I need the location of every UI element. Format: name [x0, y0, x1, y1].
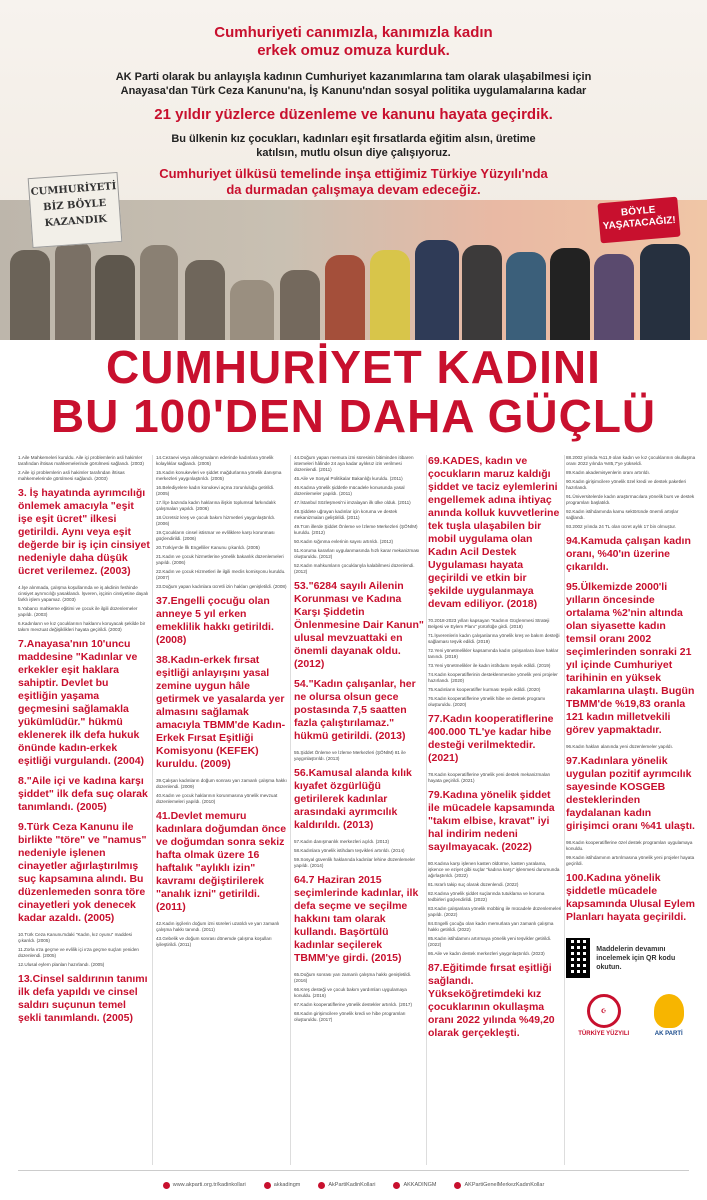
item-text: 96.Kadın hakları alanında yeni düzenlemeler yapıldı.: [566, 744, 674, 749]
highlight-item: 56.Kamusal alanda kılık kıyafet özgürlüğü getirilerek kadınlar arasındaki ayrımcılık kaldırıldı. (2013): [294, 767, 412, 831]
person-figure: [594, 254, 634, 340]
person-figure: [95, 255, 135, 340]
item-text: 15.Kadın konukevleri ve şiddet mağdurlarına yönelik danışma merkezleri yaygınlaştırıldı. (2005): [156, 470, 282, 481]
item-text: 20.Türkiye'de İlk Engelliler Kanunu çıkarıldı. (2005): [156, 545, 260, 550]
highlight-item: 64.7 Haziran 2015 seçimlerinde kadınlar, ilk defa seçme ve seçilme hakkını tam olarak kullandı. Başörtülü kadınlar seçilerek TBMM'ye girdi. (2015): [294, 874, 419, 964]
column-divider: [290, 455, 291, 1165]
item-text: 40.Kadın ve çocuk haklarının korunmasına yönelik mevzuat düzenlemeleri yapıldı. (2010): [156, 793, 278, 804]
footer-web[interactable]: [163, 1182, 246, 1189]
person-figure: [230, 280, 274, 340]
logo-1-text: TÜRKİYE YÜZYILI: [578, 1031, 630, 1037]
person-figure: [506, 252, 546, 340]
footer-instagram[interactable]: [264, 1182, 301, 1189]
column-1: [18, 455, 150, 1032]
logos-row: [566, 994, 696, 1037]
footer-web-text: www.akparti.org.tr/kadinkollari: [172, 1182, 246, 1189]
highlight-item: 69.KADES, kadın ve çocukların maruz kaldığı şiddet ve taciz eylemlerini engellemek adına ihtiyaç anında kolluk kuvvetlerine tek tuşla ulaşabilen bir mobil uygulama olan Kadın Acil Destek Uygulaması hayata geçirildi ve etkin bir şekilde uygulanmaya devam ediliyor. (2018): [428, 455, 560, 610]
item-text: 50.Kadın sığınma evlerinin sayısı artırıldı. (2012): [294, 539, 394, 544]
item-text: 5.Yabancı mahkeme eğitimi ve çocuk ile ilgili düzenlemeler yapıldı. (2003): [18, 606, 138, 617]
footer-divider: [18, 1170, 689, 1171]
highlight-item: 100.Kadına yönelik şiddetle mücadele kapsamında Ulusal Eylem Planları hayata geçirildi.: [566, 872, 695, 923]
column-divider: [564, 455, 565, 1165]
main-title-line-2: BU 100'DEN DAHA GÜÇLÜ: [50, 390, 657, 442]
header-line-1: Cumhuriyeti canımızla, kanımızla kadın erkek omuz omuza kurduk.: [214, 24, 493, 59]
item-text: 66.Kreş desteği ve çocuk bakım yardımları uygulamaya konuldu. (2016): [294, 987, 407, 998]
item-text: 92.Kadın istihdamında kamu sektöründe önemli artışlar sağlandı.: [566, 509, 679, 520]
x-icon: [393, 1182, 400, 1189]
footer: [0, 1178, 707, 1192]
qr-section: [566, 938, 696, 978]
highlight-item: 9.Türk Ceza Kanunu ile birlikte "töre" ve "namus" nedeniyle işlenen cinayetler ağırlaştırılmış suç kapsamına alındı. Bu düzenlemeden sonra töre cinayetleri yok denecek kadar azaldı. (2005): [18, 821, 147, 924]
footer-facebook-text: AkPartiKadinKollari: [328, 1182, 376, 1189]
footer-youtube[interactable]: [454, 1182, 544, 1189]
item-text: 85.Kadın istihdamını artırmaya yönelik yeni teşvikler getirildi. (2022): [428, 936, 552, 947]
person-figure: [325, 255, 365, 340]
highlight-item: 77.Kadın kooperatiflerine 400.000 TL'ye kadar hibe desteği verilmektedir. (2021): [428, 713, 554, 764]
item-text: 57.Kadın danışmanlık merkezleri açıldı. (2013): [294, 839, 389, 844]
header-line-5: Cumhuriyet ülküsü temelinde inşa ettiğimiz Türkiye Yüzyılı'nda da durmadan çalışmaya devam edeceğiz.: [159, 166, 548, 197]
highlight-item: 97.Kadınlara yönelik uygulan pozitif ayrımcılık sayesinde KOSGEB desteklerinden faydalanan kadın girişimci oranı %41 ulaştı.: [566, 755, 695, 832]
person-figure: [140, 245, 178, 340]
person-figure: [185, 260, 225, 340]
facebook-icon: [318, 1182, 325, 1189]
item-text: 93.2002 yılında 24 TL olan ücret aylık 17 bin olmuştur.: [566, 524, 677, 529]
person-figure: [550, 248, 590, 340]
item-text: 98.Kadın kooperatiflerine özel destek programları uygulamaya konuldu.: [566, 840, 693, 851]
item-text: 46.Kadına yönelik şiddetle mücadele konusunda yasal düzenlemeler yapıldı. (2011): [294, 485, 405, 496]
person-figure: [280, 270, 320, 340]
item-text: 19.Çocukların cinsel istismar ve evliliklere karşı korunması güçlendirildi. (2006): [156, 530, 275, 541]
highlight-item: 79.Kadına yönelik şiddet ile mücadele kapsamında "takım elbise, kravat" iyi hal indirim nedeni sayılmayacak. (2022): [428, 789, 555, 853]
crescent-star-icon: ☪: [587, 994, 621, 1028]
qr-caption: Maddelerin devamını incelemek için QR kodu okutun.: [596, 945, 676, 971]
item-text: 10.Türk Ceza Kanunu'ndaki "Kadın, kız oyunu" maddesi çıkarıldı. (2005): [18, 932, 132, 943]
item-text: 49.Tüm illerde Şiddet Önleme ve İzleme Merkezleri (ŞÖNİM) kuruldu. (2012): [294, 524, 418, 535]
item-text: 42.Kadın işçilerin doğum izni süreleri uzatıldı ve yarı zamanlı çalışma hakkı tanındı. (2011): [156, 921, 280, 932]
highlight-item: 95.Ülkemizde 2000'li yılların öncesinde ortalama %2'nin altında olan siyasette kadın temsil oranı 2002 seçimlerinden sonraki 21 yıl içinde Cumhuriyet tarihinin en yüksek rakamlarına ulaştı. Bugün TBMM'de %19,83 oranla 121 kadın milletvekili görev yapmaktadır.: [566, 581, 695, 736]
item-text: 83.Kadın çalışanlara yönelik mobbing ile mücadele düzenlemeleri yapıldı. (2022): [428, 906, 562, 917]
youtube-icon: [454, 1182, 461, 1189]
person-figure: [462, 245, 502, 340]
column-divider: [426, 455, 427, 1165]
item-text: 89.Kadın akademisyenlerin oranı artırıldı.: [566, 470, 651, 475]
item-text: 74.Kadın kooperatiflerinin desteklenmesine yönelik yeni projeler hazırlandı. (2020): [428, 672, 558, 683]
item-text: 80.Kadına karşı işlenen kasten öldürme, kasten yaralama, işkence ve eziyet gibi suçlar "kadına karşı" işlenmesi durumunda ağırlaştırıldı. (2022): [428, 861, 560, 878]
highlight-item: 54."Kadın çalışanlar, her ne olursa olsun gece postasında 7,5 saatten fazla çalıştırılamaz." hükmü getirildi. (2013): [294, 678, 416, 742]
item-text: 4.İşe alınmada, çalışma koşullarında ve iş akdinin feshinde cinsiyet ayrımcılığı yasaklandı. İşveren, işçinin cinsiyetine dayalı farklı işlem yapamaz. (2003): [18, 585, 149, 602]
item-text: 76.Kadın kooperatiflerine yönelik hibe ve destek programı oluşturuldu. (2020): [428, 696, 546, 707]
item-text: 82.Kadına yönelik şiddet suçlarında tutuklama ve koruma tedbirleri güçlendirildi. (2022): [428, 891, 545, 902]
highlight-item: 41.Devlet memuru kadınlara doğumdan önce ve doğumdan sonra sekiz hafta olmak üzere 16 haftalık "aylıklı izin" kavramı değiştirilerek "analık izni" getirildi. (2011): [156, 810, 287, 913]
item-text: 99.Kadın istihdamının artırılmasına yönelik yeni projeler hayata geçirildi.: [566, 855, 695, 866]
globe-icon: [163, 1182, 170, 1189]
item-text: 68.Kadın girişimcilere yönelik kredi ve hibe programları oluşturuldu. (2017): [294, 1011, 406, 1022]
highlight-item: 87.Eğitimde fırsat eşitliği sağlandı. Yükseköğretimdeki kız çocuklarının okullaşma oranı 2022 yılında %49,20 olarak gerçekleşti.: [428, 962, 555, 1039]
highlight-item: 94.Kamuda çalışan kadın oranı, %40'ın üzerine çıkarıldı.: [566, 535, 691, 573]
person-figure: [640, 244, 690, 340]
qr-code[interactable]: [566, 938, 590, 978]
highlight-item: 37.Engelli çocuğu olan anneye 5 yıl erken emeklilik hakkı getirildi. (2008): [156, 595, 274, 646]
highlight-item: 3. İş hayatında ayrımcılığı önlemek amacıyla "eşit işe eşit ücret" ilkesi getirildi. Aynı veya eşit değerde bir iş için cinsiyet nedeniyle daha düşük ücret verilemez. (2003): [18, 487, 150, 577]
column-divider: [152, 455, 153, 1165]
footer-x-text: AKKADINGM: [403, 1182, 437, 1189]
item-text: 71.İşverenlerin kadın çalışanlarına yönelik kreş ve bakım desteği sağlaması teşvik edildi. (2019): [428, 633, 560, 644]
item-text: 12.Ulusal eylem planları hazırlandı. (2005): [18, 962, 105, 967]
header-line-4: Bu ülkenin kız çocukları, kadınları eşit fırsatlarda eğitim alsın, üretime katılsın, mutlu olsun diye çalışıyoruz.: [171, 133, 536, 159]
item-text: 67.Kadın kooperatiflerine yönelik destekler artırıldı. (2017): [294, 1002, 412, 1007]
item-text: 70.2018-2023 yılları kapsayan "Kadının Güçlenmesi Strateji Belgesi ve Eylem Planı" yürürlüğe girdi. (2018): [428, 618, 550, 629]
highlight-item: 13.Cinsel saldırının tanımı ilk defa yapıldı ve cinsel saldırı suçunun temel şekli tanımlandı. (2005): [18, 973, 148, 1024]
item-text: 88.2002 yılında %11,9 olan kadın ve kız çocuklarının okullaşma oranı 2022 yılında %85,7'ye yükseldi.: [566, 455, 696, 466]
footer-instagram-text: akkadingm: [273, 1182, 301, 1189]
item-text: 43.Gebelik ve doğum sonrası dönemde çalışma koşulları iyileştirildi. (2011): [156, 936, 272, 947]
item-text: 78.Kadın kooperatiflerine yönelik yeni destek mekanizmaları hayata geçirildi. (2021): [428, 772, 551, 783]
logo-2-text: AK PARTİ: [654, 1031, 683, 1037]
person-figure: [55, 240, 91, 340]
item-text: 65.Doğum sonrası yarı zamanlı çalışma hakkı genişletildi. (2016): [294, 972, 412, 983]
slogan-badge-text: BÖYLE YAŞATACAĞIZ!: [602, 204, 677, 233]
item-text: 55.Şiddet Önleme ve İzleme Merkezleri (ŞÖNİM) 81 ile yaygınlaştırıldı. (2013): [294, 750, 406, 761]
main-title-line-1: CUMHURİYET KADINI: [106, 341, 601, 393]
item-text: 21.Kadın ve çocuk hizmetlerine yönelik bakanlık düzenlemeleri yapıldı. (2006): [156, 554, 284, 565]
highlight-item: 8."Aile içi ve kadına karşı şiddet" ilk defa suç olarak tanımlandı. (2005): [18, 775, 148, 813]
person-figure: [370, 250, 410, 340]
item-text: 39.Çalışan kadınların doğum sonrası yarı zamanlı çalışma hakkı düzenlendi. (2009): [156, 778, 287, 789]
footer-facebook[interactable]: [318, 1182, 375, 1189]
item-text: 18.Ücretsiz kreş ve çocuk bakım hizmetleri yaygınlaştırıldı. (2006): [156, 515, 276, 526]
turkiye-yuzyili-logo: [578, 994, 629, 1037]
person-figure: [415, 240, 459, 340]
header-line-3: 21 yıldır yüzlerce düzenleme ve kanunu hayata geçirdik.: [154, 106, 553, 123]
item-text: 45.Aile ve Sosyal Politikalar Bakanlığı kuruldu. (2011): [294, 476, 403, 481]
item-text: 90.Kadın girişimcilere yönelik özel kredi ve destek paketleri hazırlandı.: [566, 479, 687, 490]
highlight-item: 38.Kadın-erkek fırsat eşitliği anlayışını yasal zemine uygun hâle getirmek ve yasalarda yer almasını sağlamak amacıyla TBMM'de Kadın-Erkek Fırsat Eşitliği Komisyonu (KEFEK) kuruldu. (2009): [156, 654, 286, 770]
item-text: 14.Cezaevi veya alıkoymaların ederinde kadınlara yönelik kolaylıklar sağlandı. (2005): [156, 455, 274, 466]
person-figure: [10, 250, 50, 340]
item-text: 16.Belediyelere kadın konukevi açma zorunluluğu getirildi. (2005): [156, 485, 275, 496]
item-text: 72.Yeni yönetmelikler kapsamında kadın çalışanlara ilave haklar tanındı. (2019): [428, 648, 559, 659]
header-line-2: AK Parti olarak bu anlayışla kadının Cumhuriyet kazanımlarına tam olarak ulaşabilmesi için Anayasa'dan Türk Ceza Kanunu'na, İş Kanunu'ndan sosyal politika uygulamalarına kadar: [115, 71, 592, 97]
item-text: 73.Yeni yönetmelikler ile kadın istihdamı teşvik edildi. (2019): [428, 663, 551, 668]
item-text: 11.Zorla ırza geçme ve evlilik içi ırza geçme suçları yeniden düzenlendi. (2005): [18, 947, 139, 958]
column-3: [294, 455, 424, 1026]
highlight-item: 7.Anayasa'nın 10'uncu maddesine "Kadınlar ve erkekler eşit haklara sahiptir. Devlet bu eşitliğin yaşama geçmesini sağlamakla yükümlüdür." hükmü eklenerek ilk defa hukuk önünde kadın-erkek eşitliği vurgulandı. (2004): [18, 638, 145, 767]
lightbulb-icon: [654, 994, 684, 1028]
ak-parti-logo: [654, 994, 684, 1037]
item-text: 59.Sosyal güvenlik haklarında kadınlar lehine düzenlemeler yapıldı. (2014): [294, 857, 416, 868]
header-section: [0, 0, 707, 340]
column-5: [566, 455, 696, 1037]
item-text: 86.Aile ve kadın destek merkezleri yaygınlaştırıldı. (2023): [428, 951, 545, 956]
protest-sign-text: CUMHURİYETİ BİZ BÖYLE KAZANDIK: [30, 181, 117, 230]
item-text: 22.Kadın ve çocuk Hizmetleri ile ilgili meclis komisyonu kuruldu. (2007): [156, 569, 286, 580]
item-text: 51.Koruma kararları uygulanmasında hızlı karar mekanizması oluşturuldu. (2012): [294, 548, 420, 559]
instagram-icon: [264, 1182, 271, 1189]
slogan-badge: [597, 197, 680, 244]
column-2: [156, 455, 288, 951]
item-text: 58.Kadınlara yönelik istihdam teşvikleri artırıldı. (2014): [294, 848, 405, 853]
item-text: 23.Doğum yapan kadınlara ücretli izin hakları genişletildi. (2008): [156, 584, 287, 589]
footer-youtube-text: AKPartiGenelMerkezKadınKollar: [464, 1182, 545, 1189]
item-text: 44.Doğum yapan memura izni süresinin bitiminden itibaren istemeleri hâlinde 24 aya kadar aylıksız izin verilmesi düzenlendi. (2011): [294, 455, 414, 472]
item-text: 48.Şiddete uğrayan kadınlar için koruma ve destek mekanizmaları geliştirildi. (2011): [294, 509, 398, 520]
column-4: [428, 455, 562, 1047]
item-text: 81.Israrlı takip suç olarak düzenlendi. (2022): [428, 882, 519, 887]
item-text: 75.Kadınların kooperatifler kurması teşvik edildi. (2020): [428, 687, 541, 692]
item-text: 84.Engelli çocuğu olan kadın memurlara yarı zamanlı çalışma hakkı getirildi. (2022): [428, 921, 554, 932]
item-text: 2.Aile içi problemlerin asli hakimler tarafından ihtisas mahkemelerinde görülmesi sağlandı. (2003): [18, 470, 125, 481]
item-text: 47.İstanbul Sözleşmesi'ni imzalayan ilk ülke olduk. (2011): [294, 500, 411, 505]
item-text: 17.İlçe bazında kadın haklarına ilişkin toplumsal farkındalık çalışmaları yapıldı. (2006): [156, 500, 276, 511]
item-text: 1.Aile Mahkemeleri kuruldu. Aile içi problemlerin asli hakimler tarafından ihtisas mahkemelerinde görülmesi sağlandı. (2003): [18, 455, 144, 466]
item-text: 91.Üniversitelerde kadın araştırmacılara yönelik burs ve destek programları başlatıldı.: [566, 494, 695, 505]
item-text: 6.Kadınların ve kız çocuklarının haklarını koruyacak şekilde bir takım mevzuat değişiklikleri hayata geçirildi. (2003): [18, 621, 146, 632]
protest-sign: [28, 172, 123, 248]
footer-x[interactable]: [393, 1182, 436, 1189]
item-text: 52.Kadın mahkumların çocuklarıyla kalabilmesi düzenlendi. (2012): [294, 563, 415, 574]
highlight-item: 53."6284 sayılı Ailenin Korunması ve Kadına Karşı Şiddetin Önlenmesine Dair Kanun" ulusal mevzuattaki en önemli dayanak oldu. (2012): [294, 580, 424, 670]
